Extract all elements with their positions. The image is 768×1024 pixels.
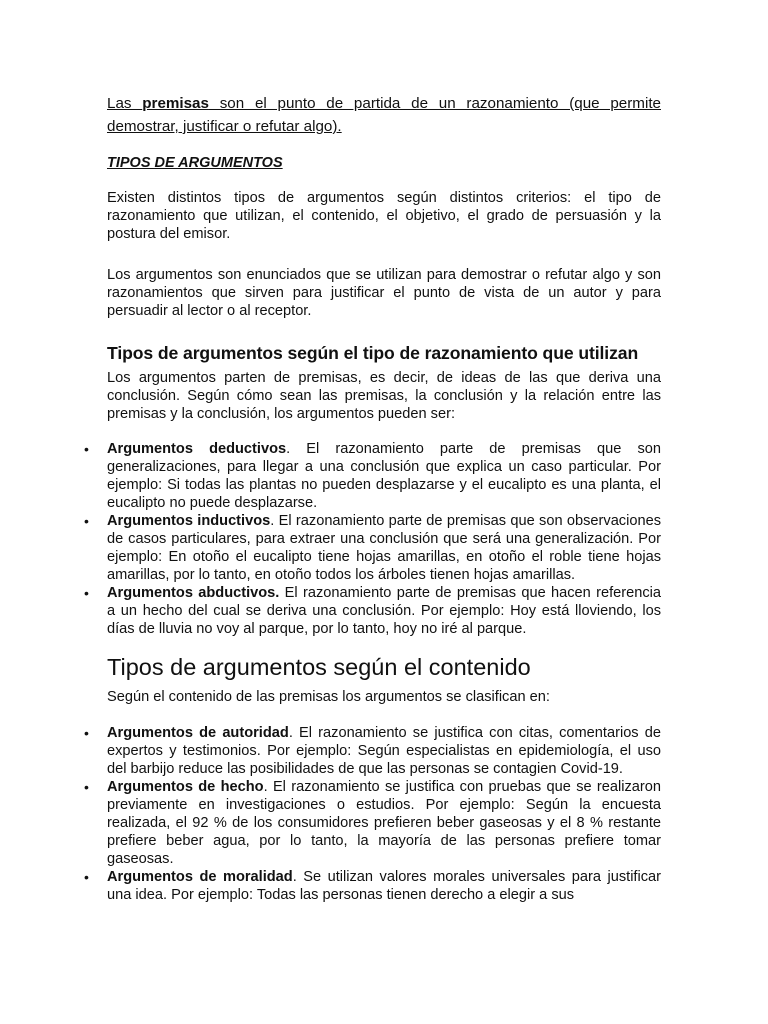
list-item [84,440,661,512]
intro-bold-term: premisas [142,95,209,112]
intro-text-after: son el punto de partida de un razonamiento (que permite demostrar, justificar o refutar algo). [107,95,661,135]
list-item [84,724,662,778]
list-item [84,868,662,904]
list-item-term: Argumentos de moralidad [107,869,293,885]
list-item-text: . Se utilizan valores morales universales para justificar una idea. Por ejemplo: Todas las personas tienen derecho a elegir a sus [107,869,662,903]
intro-text-before: Las [107,95,143,112]
intro-paragraph [107,92,661,138]
bullet-icon: • [84,779,89,795]
list-item-term: Argumentos inductivos [107,513,271,529]
section-heading-razonamiento: Tipos de argumentos según el tipo de razonamiento que utilizan [107,343,639,363]
list-item-term: Argumentos de autoridad [107,725,289,741]
list-item-term: Argumentos de hecho [107,779,264,795]
list-item-text: . El razonamiento se justifica con pruebas que se realizaron previamente en investigaciones o estudios. Por ejemplo: Según la encuesta realizada, el 92 % de los consumidores prefieren beber gaseosas y el 8 % restante prefiere beber agua, por lo tanto, la mayoría de las personas prefiere tomar gaseosas. [107,779,662,867]
list-item-text: . El razonamiento parte de premisas que son observaciones de casos particulares, para extraer una conclusión que será una generalización. Por ejemplo: En otoño el eucalipto tiene hojas amarillas, en otoño el roble tiene hojas amarillas, por lo tanto, en otoño todos los árboles tienen hojas amarillas. [107,513,661,583]
list-item [84,778,662,868]
paragraph-definition: Los argumentos son enunciados que se utilizan para demostrar o refutar algo y son razonamientos que sirven para justificar el punto de vista de un autor y para persuadir al lector o al receptor. [107,267,661,319]
bullet-icon: • [84,585,89,601]
bullet-icon: • [84,441,89,457]
bullet-icon: • [84,869,89,885]
list-razonamiento [84,440,661,638]
list-item [84,512,661,584]
list-item [84,584,661,638]
list-contenido [84,724,662,904]
paragraph-criteria: Existen distintos tipos de argumentos según distintos criterios: el tipo de razonamiento que utilizan, el contenido, el objetivo, el grado de persuasión y la postura del emisor. [107,190,661,242]
list-item-text: . El razonamiento se justifica con citas, comentarios de expertos y testimonios. Por ejemplo: Según especialistas en epidemiología, el uso del barbijo reduce las posibilidades de que las personas se contagien Covid-19. [107,725,662,777]
list-item-text: El razonamiento parte de premisas que hacen referencia a un hecho del cual se deriva una conclusión. Por ejemplo: Hoy está lloviendo, los días de lluvia no voy al parque, por lo tanto, hoy no iré al parque. [107,585,661,637]
list-item-text: . El razonamiento parte de premisas que son generalizaciones, para llegar a una conclusión que explica un caso particular. Por ejemplo: Si todas las plantas no pueden desplazarse y el eucalipto es una planta, el eucalipto no puede desplazarse. [107,441,661,511]
document-page [84,92,662,904]
bullet-icon: • [84,513,89,529]
section-intro-razonamiento: Los argumentos parten de premisas, es decir, de ideas de las que deriva una conclusión. Según cómo sean las premisas, la conclusión y la relación entre las premisas y la conclusión, los argumentos pueden ser: [107,370,661,422]
list-item-term: Argumentos abductivos. [107,585,280,601]
section-heading-contenido: Tipos de argumentos según el contenido [107,654,531,680]
bullet-icon: • [84,725,89,741]
section-intro-contenido: Según el contenido de las premisas los argumentos se clasifican en: [107,689,550,705]
tipos-heading: TIPOS DE ARGUMENTOS [107,155,283,171]
list-item-term: Argumentos deductivos [107,441,287,457]
